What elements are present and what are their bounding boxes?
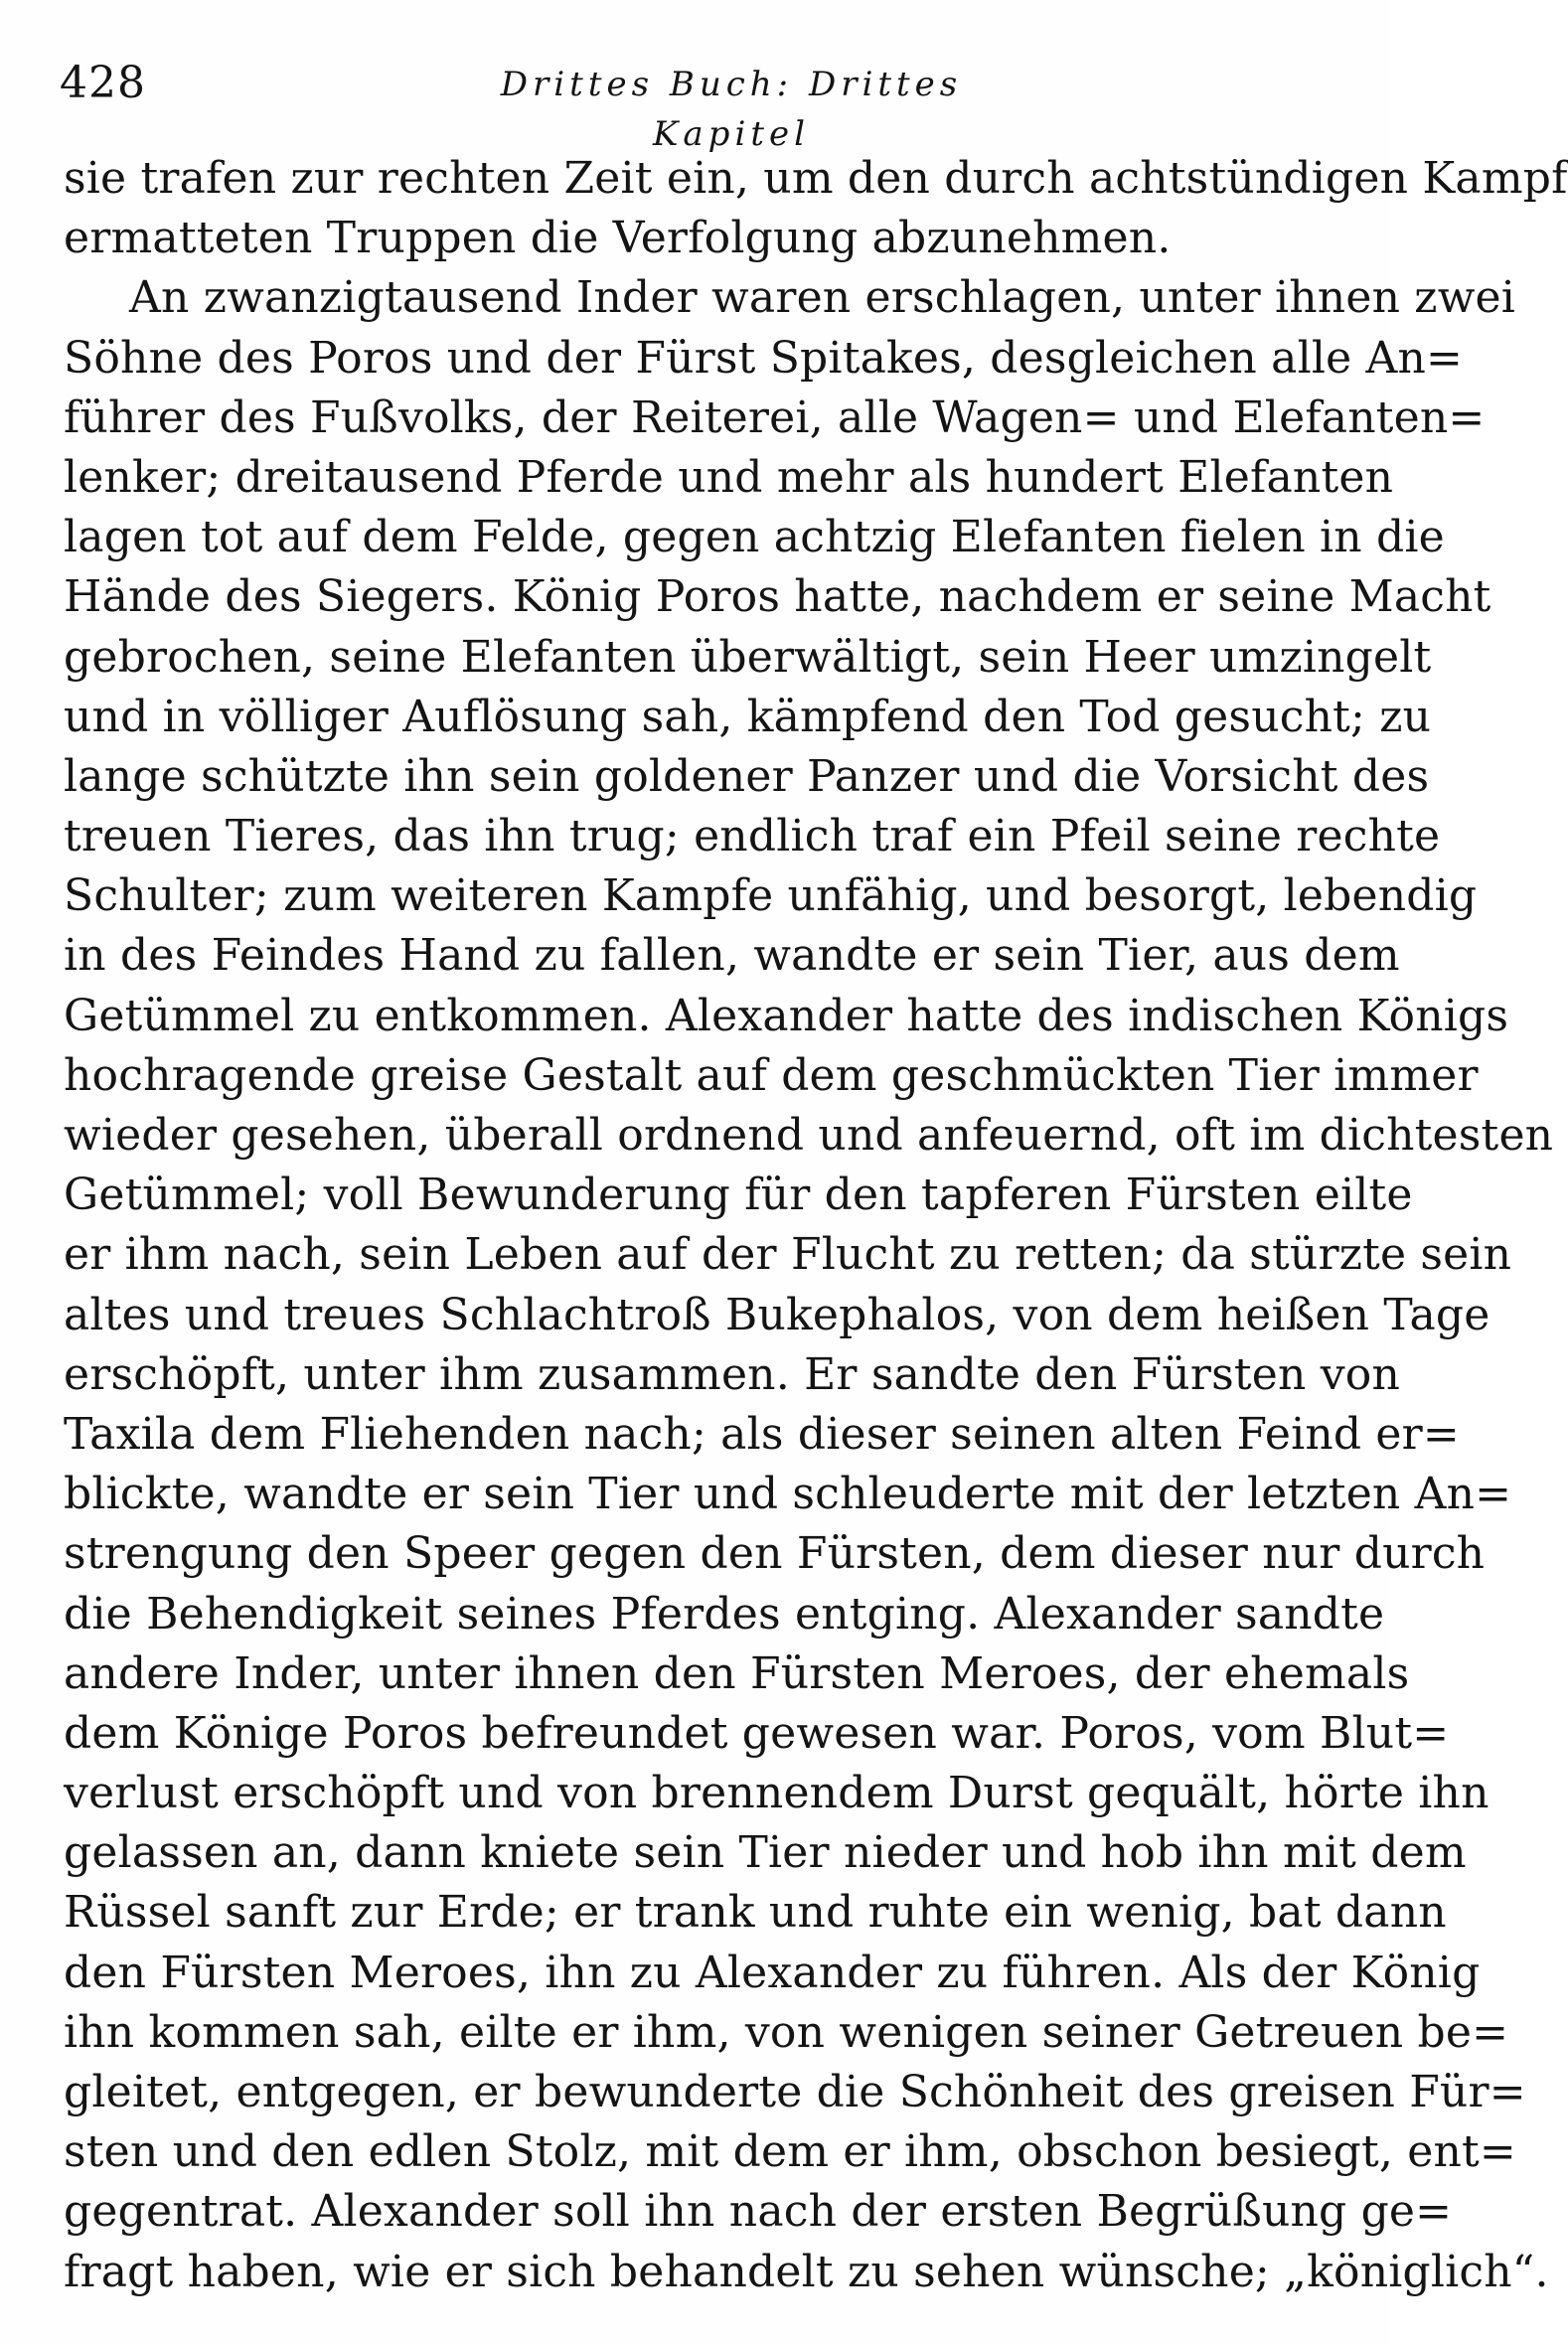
- text-line: verlust erschöpft und von brennendem Durst gequält, hörte ihn: [64, 1768, 1490, 1819]
- text-line: altes und treues Schlachtroß Bukephalos, von dem heißen Tage: [64, 1289, 1490, 1340]
- text-line: andere Inder, unter ihnen den Fürsten Meroes, der ehemals: [64, 1647, 1410, 1699]
- text-line: Hände des Siegers. König Poros hatte, nachdem er seine Macht: [64, 571, 1491, 623]
- text-line: in des Feindes Hand zu fallen, wandte er sein Tier, aus dem: [64, 930, 1400, 982]
- page-number: 428: [60, 58, 146, 108]
- text-line: führer des Fußvolks, der Reiterei, alle Wagen= und Elefanten=: [64, 391, 1486, 443]
- text-line: er ihm nach, sein Leben auf der Flucht zu retten; da stürzte sein: [64, 1229, 1512, 1281]
- text-line: gelassen an, dann kniete sein Tier nieder und hob ihn mit dem: [64, 1827, 1467, 1879]
- text-line: wieder gesehen, überall ordnend und anfeuernd, oft im dichtesten: [64, 1110, 1554, 1161]
- text-line: erschöpft, unter ihm zusammen. Er sandte den Fürsten von: [64, 1348, 1400, 1400]
- text-line: treuen Tieres, das ihn trug; endlich traf ein Pfeil seine rechte: [64, 811, 1441, 862]
- text-line: lange schützte ihn sein goldener Panzer und die Vorsicht des: [64, 750, 1430, 802]
- text-line: Getümmel zu entkommen. Alexander hatte des indischen Königs: [64, 990, 1509, 1041]
- text-line: ermatteten Truppen die Verfolgung abzunehmen.: [64, 213, 1172, 264]
- text-line: fragt haben, wie er sich behandelt zu sehen wünsche; „königlich“.: [64, 2246, 1549, 2297]
- text-line: den Fürsten Meroes, ihn zu Alexander zu führen. Als der König: [64, 1947, 1481, 1998]
- text-line: strengung den Speer gegen den Fürsten, dem dieser nur durch: [64, 1528, 1486, 1580]
- text-line: An zwanzigtausend Inder waren erschlagen, unter ihnen zwei: [129, 272, 1516, 324]
- text-line: die Behendigkeit seines Pferdes entging. Alexander sandte: [64, 1588, 1385, 1640]
- page-header: [56, 54, 1337, 154]
- text-line: lagen tot auf dem Felde, gegen achtzig Elefanten fielen in die: [64, 512, 1445, 563]
- text-line: lenker; dreitausend Pferde und mehr als hundert Elefanten: [64, 451, 1394, 503]
- text-line: sten und den edlen Stolz, mit dem er ihm, obschon besiegt, ent=: [64, 2126, 1516, 2178]
- text-line: Getümmel; voll Bewunderung für den tapferen Fürsten eilte: [64, 1170, 1413, 1221]
- text-line: gegentrat. Alexander soll ihn nach der ersten Begrüßung ge=: [64, 2186, 1453, 2238]
- text-line: sie trafen zur rechten Zeit ein, um den durch achtstündigen Kampf: [64, 153, 1568, 204]
- body-text: [64, 149, 1568, 2302]
- text-line: gleitet, entgegen, er bewunderte die Schönheit des greisen Für=: [64, 2067, 1526, 2117]
- text-line: Schulter; zum weiteren Kampfe unfähig, und besorgt, lebendig: [64, 870, 1478, 922]
- text-line: ihn kommen sah, eilte er ihm, von wenigen seiner Getreuen be=: [64, 2006, 1509, 2058]
- running-head: Drittes Buch: Drittes Kapitel: [500, 65, 963, 154]
- text-line: hochragende greise Gestalt auf dem geschmückten Tier immer: [64, 1049, 1479, 1101]
- text-line: dem Könige Poros befreundet gewesen war. Poros, vom Blut=: [64, 1707, 1450, 1759]
- text-line: Rüssel sanft zur Erde; er trank und ruhte ein wenig, bat dann: [64, 1887, 1447, 1939]
- text-line: und in völliger Auflösung sah, kämpfend den Tod gesucht; zu: [64, 691, 1432, 742]
- text-line: Söhne des Poros und der Fürst Spitakes, desgleichen alle An=: [64, 332, 1464, 384]
- text-line: Taxila dem Fliehenden nach; als dieser seinen alten Feind er=: [64, 1408, 1460, 1460]
- text-line: blickte, wandte er sein Tier und schleuderte mit der letzten An=: [64, 1469, 1512, 1520]
- text-line: gebrochen, seine Elefanten überwältigt, sein Heer umzingelt: [64, 631, 1432, 683]
